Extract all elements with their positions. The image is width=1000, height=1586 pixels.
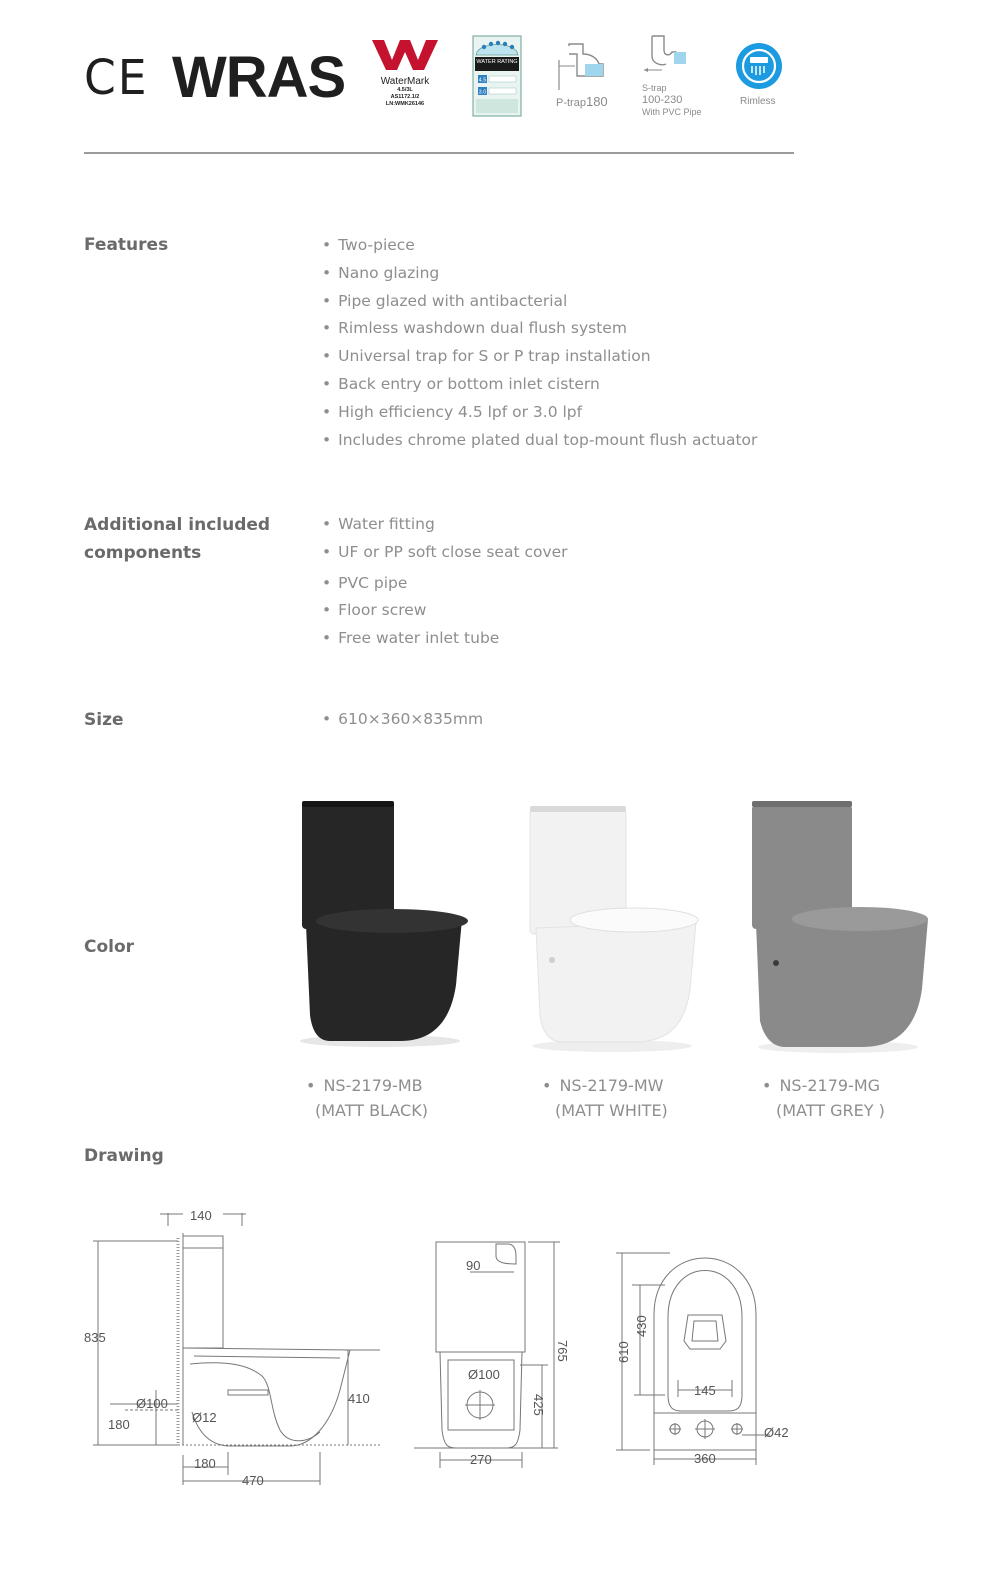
dim-bowl-front-height: 425 [531, 1394, 546, 1416]
header-divider [84, 152, 794, 154]
dim-outlet-dia: Ø100 [468, 1367, 500, 1382]
list-item: • Universal trap for S or P trap installation [322, 343, 757, 371]
list-item: • PVC pipe [322, 570, 568, 598]
list-item: • Floor screw [322, 597, 568, 625]
drawing-side-view [80, 1200, 390, 1490]
features-list [322, 232, 757, 454]
s-trap-range: 100-230 [642, 94, 683, 106]
watermark-brand: WaterMark [380, 76, 430, 87]
toilet-grey-bowl [756, 919, 928, 1047]
dim-trap-dia: Ø100 [136, 1396, 168, 1411]
dim-outlet-offset: 90 [466, 1258, 481, 1273]
components-heading-line1: Additional included [84, 515, 271, 535]
toilet-grey-seat [792, 907, 928, 931]
water-rating-high: 4.5 [478, 77, 487, 84]
watermark-licence: LN:WMK26146 [385, 101, 425, 107]
variant-grey-label [762, 1073, 885, 1123]
components-list [322, 511, 568, 653]
dim-length: 470 [242, 1473, 264, 1488]
toilet-white-bowl [536, 922, 696, 1042]
water-rating-title: WATER RATING [476, 59, 518, 65]
dim-bowl-height: 410 [348, 1391, 370, 1406]
size-value: • 610×360×835mm [322, 706, 483, 734]
s-trap-caption [642, 82, 702, 118]
size-list [322, 706, 483, 734]
watermark-standard: AS1172.1/2 [390, 94, 420, 100]
watermark-rating: 4.5/3L [397, 87, 413, 93]
dim-trap-offset: 180 [194, 1456, 216, 1471]
rimless-icon [735, 42, 783, 94]
wras-logo: WRAS [172, 45, 346, 110]
p-trap-label: P-trap [556, 97, 586, 109]
p-trap-icon [553, 36, 613, 98]
dim-bowl-length: 430 [634, 1315, 649, 1337]
dim-total-width: 360 [694, 1451, 716, 1466]
components-heading-line2: components [84, 543, 202, 563]
p-trap-caption [556, 96, 608, 109]
drawing-top-view [610, 1245, 810, 1475]
dim-trap-height: 180 [108, 1417, 130, 1432]
variant-black-label [306, 1073, 428, 1123]
drawing-front-view [410, 1230, 580, 1480]
variant-white-code: • NS-2179-MW [542, 1073, 668, 1098]
water-rating-badge [472, 35, 522, 121]
list-item: • Rimless washdown dual flush system [322, 315, 757, 343]
dim-cistern-depth: 140 [190, 1208, 212, 1223]
color-heading: Color [84, 937, 135, 957]
drawing-heading: Drawing [84, 1146, 164, 1166]
size-heading: Size [84, 710, 124, 730]
s-trap-label: S-trap [642, 83, 667, 93]
dim-cistern-height: 765 [555, 1340, 570, 1362]
dim-total-length: 610 [616, 1341, 631, 1363]
dim-inlet-dia: Ø12 [192, 1410, 217, 1425]
variant-white-name: (MATT WHITE) [555, 1101, 668, 1120]
variant-white-label [542, 1073, 668, 1123]
water-rating-low: 3.0 [478, 89, 487, 96]
variant-black-name: (MATT BLACK) [315, 1101, 428, 1120]
list-item: • Free water inlet tube [322, 625, 568, 653]
list-item: • Nano glazing [322, 260, 757, 288]
s-trap-icon [642, 30, 692, 84]
list-item: • Pipe glazed with antibacterial [322, 288, 757, 316]
toilet-black-seat [316, 909, 468, 933]
dim-bolt-spacing: 145 [694, 1383, 716, 1398]
dim-hole-dia: Ø42 [764, 1425, 789, 1440]
components-heading [84, 511, 270, 567]
toilet-grey-lid [752, 801, 852, 807]
dim-total-height: 835 [84, 1330, 106, 1345]
watermark-logo [366, 38, 444, 108]
list-item: • Water fitting [322, 511, 568, 539]
toilet-white-seat [570, 908, 698, 932]
s-trap-note: With PVC Pipe [642, 107, 702, 117]
toilet-white-lid [530, 806, 626, 812]
rimless-label: Rimless [740, 96, 776, 107]
list-item: • Includes chrome plated dual top-mount flush actuator [322, 427, 757, 455]
variant-black-code: • NS-2179-MB [306, 1073, 428, 1098]
ce-mark: CE [84, 50, 149, 106]
variant-grey-name: (MATT GREY ) [776, 1101, 885, 1120]
variant-grey-code: • NS-2179-MG [762, 1073, 885, 1098]
dim-front-width: 270 [470, 1452, 492, 1467]
watermark-w-icon [370, 38, 440, 72]
features-heading: Features [84, 235, 169, 255]
list-item: • Two-piece [322, 232, 757, 260]
toilet-black-image [280, 795, 480, 1055]
toilet-white-image [512, 800, 712, 1060]
toilet-black-lid [302, 801, 394, 807]
p-trap-value: 180 [585, 94, 608, 109]
list-item: • UF or PP soft close seat cover [322, 539, 568, 567]
list-item: • High efficiency 4.5 lpf or 3.0 lpf [322, 399, 757, 427]
list-item: • Back entry or bottom inlet cistern [322, 371, 757, 399]
toilet-black-bowl [306, 919, 462, 1041]
toilet-grey-image [738, 797, 938, 1057]
